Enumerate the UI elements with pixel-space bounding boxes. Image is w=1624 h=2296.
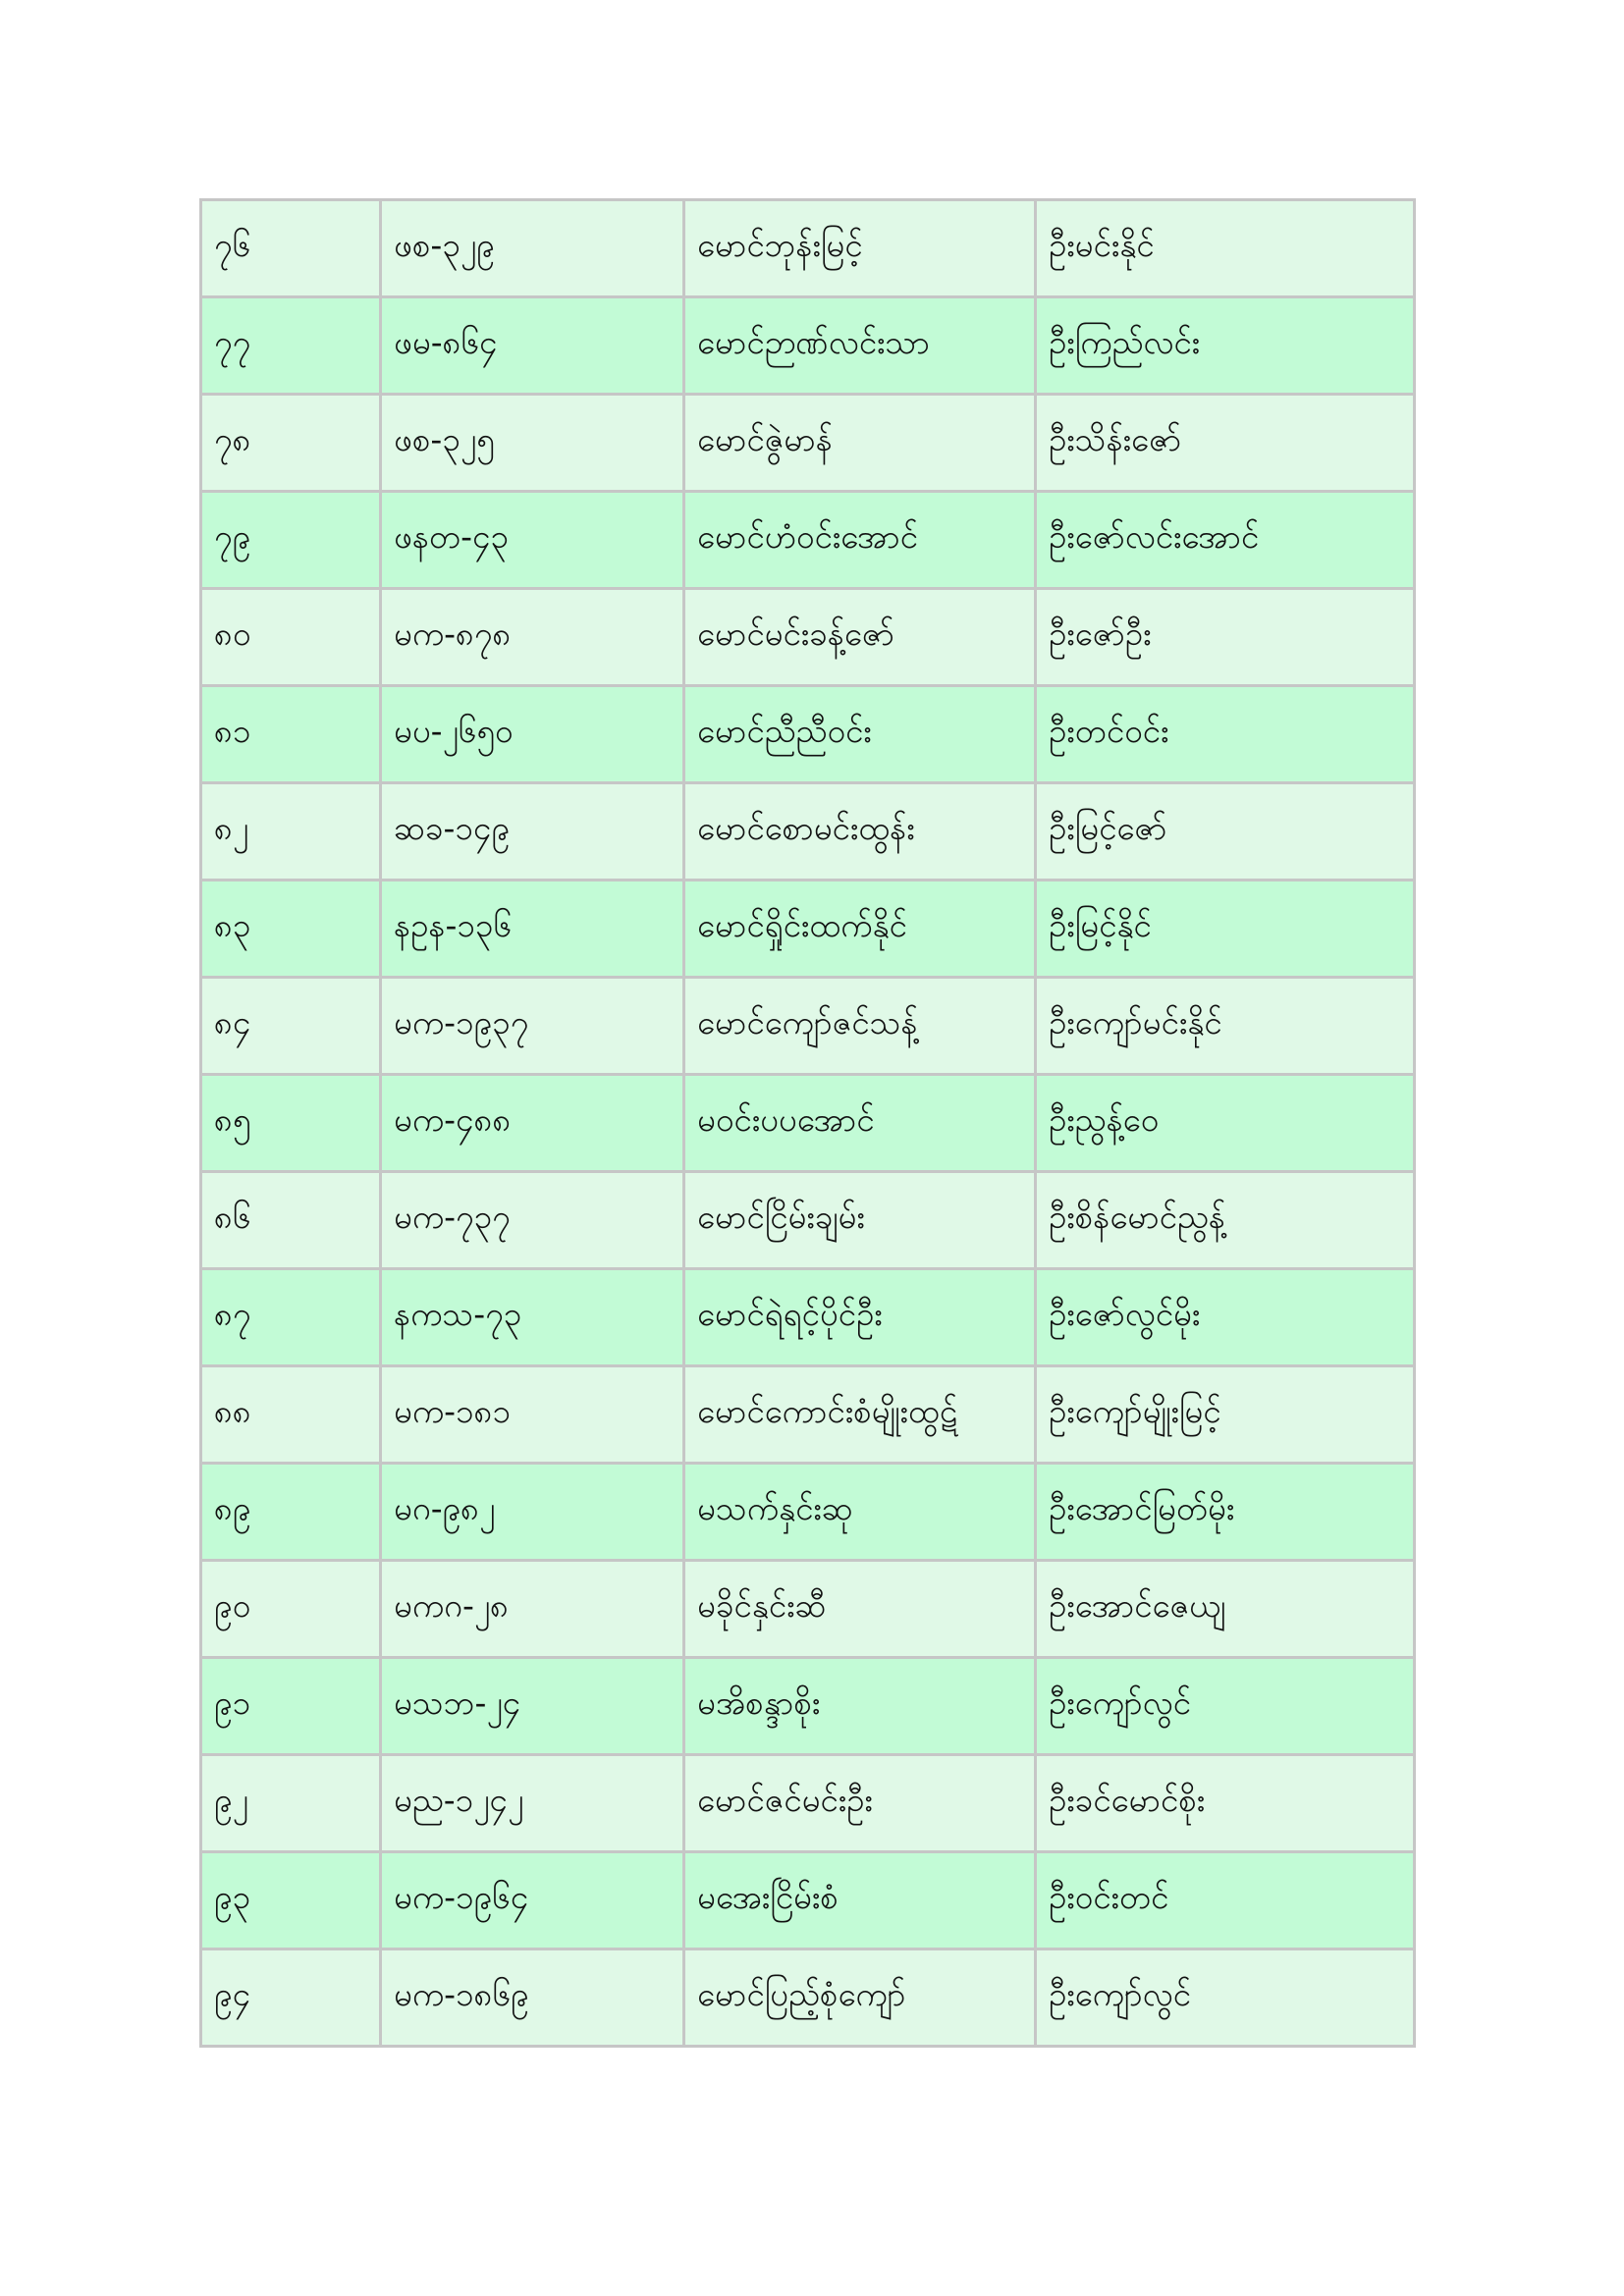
student-name-cell: မခိုင်နှင်းဆီ: [684, 1561, 1036, 1658]
registration-number-cell: မက-၈၇၈: [381, 589, 684, 686]
registration-number-cell: ဖစ-၃၂၅: [381, 395, 684, 492]
table-row: [201, 297, 1415, 395]
table-row: [201, 1561, 1415, 1658]
student-name-cell: မောင်ပြည့်စုံကျော်: [684, 1949, 1036, 2047]
row-number-cell: ၇၉: [201, 492, 381, 589]
student-name-cell: မဝင်းပပအောင်: [684, 1075, 1036, 1172]
registration-number-cell: ဖမ-၈၆၄: [381, 297, 684, 395]
father-name-cell: ဦးဇော်လင်းအောင်: [1036, 492, 1415, 589]
registration-number-cell: မဂ-၉၈၂: [381, 1464, 684, 1561]
row-number-cell: ၈၄: [201, 978, 381, 1075]
row-number-cell: ၉၁: [201, 1658, 381, 1755]
table-row: [201, 881, 1415, 978]
registration-number-cell: မက-၇၃၇: [381, 1172, 684, 1269]
table-row: [201, 1269, 1415, 1366]
student-name-cell: မောင်ဇွဲမာန်: [684, 395, 1036, 492]
row-number-cell: ၇၈: [201, 395, 381, 492]
registration-number-cell: မက-၁၉၆၄: [381, 1852, 684, 1949]
table-row: [201, 1658, 1415, 1755]
table-row: [201, 783, 1415, 881]
student-name-cell: မောင်ကောင်းစံမျိုးထွဋ်: [684, 1366, 1036, 1464]
row-number-cell: ၇၇: [201, 297, 381, 395]
row-number-cell: ၇၆: [201, 200, 381, 297]
father-name-cell: ဦးညွန့်ဝေ: [1036, 1075, 1415, 1172]
table-row: [201, 200, 1415, 297]
table-row: [201, 1949, 1415, 2047]
row-number-cell: ၈၅: [201, 1075, 381, 1172]
row-number-cell: ၈၇: [201, 1269, 381, 1366]
student-name-cell: မောင်ဟံဝင်းအောင်: [684, 492, 1036, 589]
father-name-cell: ဦးသိန်းဇော်: [1036, 395, 1415, 492]
father-name-cell: ဦးအောင်ဇေယျ: [1036, 1561, 1415, 1658]
row-number-cell: ၈၁: [201, 686, 381, 783]
row-number-cell: ၈၈: [201, 1366, 381, 1464]
father-name-cell: ဦးကျော်လွင်: [1036, 1658, 1415, 1755]
registration-number-cell: ဖနတ-၄၃: [381, 492, 684, 589]
table-row: [201, 395, 1415, 492]
father-name-cell: ဦးကျော်လွင်: [1036, 1949, 1415, 2047]
father-name-cell: ဦးကျော်မင်းနိုင်: [1036, 978, 1415, 1075]
registration-number-cell: မက-၁၈၁: [381, 1366, 684, 1464]
father-name-cell: ဦးမြင့်ဇော်: [1036, 783, 1415, 881]
student-name-cell: မအေးငြိမ်းစံ: [684, 1852, 1036, 1949]
table-row: [201, 1852, 1415, 1949]
table-row: [201, 978, 1415, 1075]
row-number-cell: ၉၄: [201, 1949, 381, 2047]
father-name-cell: ဦးမြင့်နိုင်: [1036, 881, 1415, 978]
registration-number-cell: ဆခ-၁၄၉: [381, 783, 684, 881]
table-row: [201, 1464, 1415, 1561]
row-number-cell: ၉၃: [201, 1852, 381, 1949]
student-name-cell: မောင်ကျော်ဇင်သန့်: [684, 978, 1036, 1075]
registration-number-cell: မသဘ-၂၄: [381, 1658, 684, 1755]
student-name-cell: မောင်ရှိုင်းထက်နိုင်: [684, 881, 1036, 978]
student-name-cell: မသက်နှင်းဆု: [684, 1464, 1036, 1561]
student-name-cell: မောင်ဇင်မင်းဦး: [684, 1755, 1036, 1852]
father-name-cell: ဦးစိန်မောင်ညွန့်: [1036, 1172, 1415, 1269]
table-row: [201, 1755, 1415, 1852]
registration-number-cell: နဥန-၁၃၆: [381, 881, 684, 978]
table-row: [201, 492, 1415, 589]
father-name-cell: ဦးဝင်းတင်: [1036, 1852, 1415, 1949]
table-row: [201, 589, 1415, 686]
row-number-cell: ၈၀: [201, 589, 381, 686]
student-name-cell: မောင်ငြိမ်းချမ်း: [684, 1172, 1036, 1269]
row-number-cell: ၉၀: [201, 1561, 381, 1658]
father-name-cell: ဦးမင်းနိုင်: [1036, 200, 1415, 297]
registration-number-cell: မပ-၂၆၅၀: [381, 686, 684, 783]
student-name-cell: မောင်ဘုန်းမြင့်: [684, 200, 1036, 297]
registration-number-cell: နကသ-၇၃: [381, 1269, 684, 1366]
table-row: [201, 686, 1415, 783]
student-name-cell: မအိစန္ဒာစိုး: [684, 1658, 1036, 1755]
roster-table-body: [201, 200, 1415, 2047]
father-name-cell: ဦးဇော်ဦး: [1036, 589, 1415, 686]
student-name-cell: မောင်ရဲရင့်ပိုင်ဦး: [684, 1269, 1036, 1366]
father-name-cell: ဦးကြည်လင်း: [1036, 297, 1415, 395]
registration-number-cell: ဖစ-၃၂၉: [381, 200, 684, 297]
table-row: [201, 1172, 1415, 1269]
father-name-cell: ဦးတင်ဝင်း: [1036, 686, 1415, 783]
father-name-cell: ဦးခင်မောင်စိုး: [1036, 1755, 1415, 1852]
father-name-cell: ဦးအောင်မြတ်မိုး: [1036, 1464, 1415, 1561]
student-name-cell: မောင်ဉာဏ်လင်းသာ: [684, 297, 1036, 395]
student-name-cell: မောင်ညီညီဝင်း: [684, 686, 1036, 783]
roster-table: [199, 198, 1416, 2048]
table-row: [201, 1366, 1415, 1464]
row-number-cell: ၈၃: [201, 881, 381, 978]
registration-number-cell: မက-၁၉၃၇: [381, 978, 684, 1075]
registration-number-cell: မက-၁၈၆၉: [381, 1949, 684, 2047]
registration-number-cell: မကဂ-၂၈: [381, 1561, 684, 1658]
father-name-cell: ဦးကျော်မျိုးမြင့်: [1036, 1366, 1415, 1464]
table-row: [201, 1075, 1415, 1172]
student-name-cell: မောင်မင်းခန့်ဇော်: [684, 589, 1036, 686]
registration-number-cell: မည-၁၂၄၂: [381, 1755, 684, 1852]
row-number-cell: ၈၆: [201, 1172, 381, 1269]
registration-number-cell: မက-၄၈၈: [381, 1075, 684, 1172]
row-number-cell: ၈၉: [201, 1464, 381, 1561]
row-number-cell: ၉၂: [201, 1755, 381, 1852]
row-number-cell: ၈၂: [201, 783, 381, 881]
father-name-cell: ဦးဇော်လွင်မိုး: [1036, 1269, 1415, 1366]
student-name-cell: မောင်စောမင်းထွန်း: [684, 783, 1036, 881]
